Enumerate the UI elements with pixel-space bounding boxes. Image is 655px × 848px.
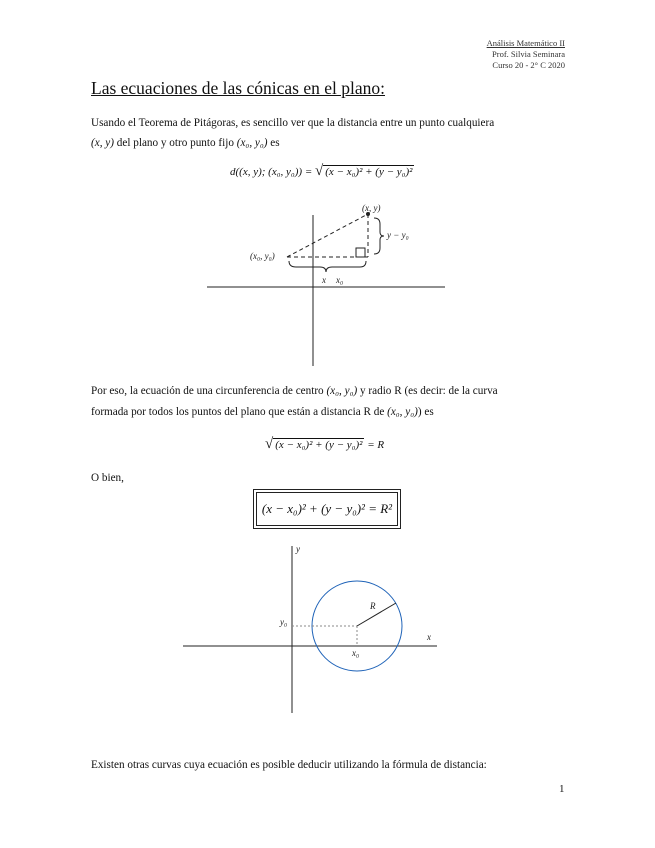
point-x0y0: (x₀, y₀)	[236, 137, 268, 149]
fig1-right-angle	[356, 248, 365, 257]
paragraph-2a-post: y radio R (es decir: de la curva	[357, 385, 498, 397]
distance-figure	[207, 213, 445, 367]
professor-name: Prof. Silvia Seminara	[492, 49, 565, 59]
fig1-x0-label: x₀	[336, 275, 344, 285]
paragraph-2b-pre: formada por todos los puntos del plano que están a distancia R de	[91, 406, 388, 418]
paragraph-2b-post: ) es	[417, 406, 434, 418]
course-name: Análisis Matemático II	[486, 38, 565, 48]
circle-formula-rhs: = R	[367, 439, 385, 451]
page-title: Las ecuaciones de las cónicas en el plano:	[91, 78, 385, 98]
fig1-x-label: x	[322, 275, 326, 285]
fig2-radius-label: R	[370, 601, 376, 611]
circle-formula-radical: √ (x − x₀)² + (y − y₀)² = R	[265, 436, 385, 452]
term: Curso 20 - 2° C 2020	[492, 60, 565, 70]
distance-formula-lhs: d((x, y); (x₀, y₀)) =	[230, 166, 313, 178]
paragraph-1b-post: es	[267, 137, 280, 149]
center-point-2: (x₀, y₀)	[387, 406, 418, 418]
point-xy: (x, y)	[91, 137, 114, 149]
circle-figure	[183, 546, 437, 713]
o-bien: O bien,	[91, 472, 124, 484]
fig2-y0-label: y₀	[280, 617, 288, 627]
fig1-vertical-brace	[374, 218, 384, 254]
distance-formula: d((x, y); (x₀, y₀)) = √ (x − x₀)² + (y − y₀)²	[230, 163, 413, 179]
fig2-radius	[357, 603, 396, 626]
fig2-x0-label: x₀	[352, 648, 360, 658]
distance-formula-radicand: (x − x₀)² + (y − y₀)²	[325, 166, 413, 178]
circle-formula-radicand: (x − x₀)² + (y − y₀)²	[275, 439, 363, 451]
fig1-horizontal-brace	[289, 261, 366, 272]
paragraph-1a: Usando el Teorema de Pitágoras, es sencillo ver que la distancia entre un punto cualquiera	[91, 117, 495, 129]
paragraph-2a-pre: Por eso, la ecuación de una circunferencia de centro	[91, 385, 327, 397]
paragraph-2a	[91, 381, 567, 401]
fig1-point-label: (x, y)	[362, 203, 381, 213]
fig1-vertical-label: y − y₀	[387, 230, 409, 240]
page-number: 1	[559, 783, 565, 795]
center-point: (x₀, y₀)	[326, 385, 358, 397]
paragraph-1b-mid: del plano y otro punto fijo	[113, 137, 237, 149]
fig1-point0-label: (x₀, y₀)	[250, 251, 275, 261]
circle-equation: (x − x₀)² + (y − y₀)² = R²	[261, 501, 393, 516]
paragraph-3: Existen otras curvas cuya ecuación es posible deducir utilizando la fórmula de distancia:	[91, 759, 487, 771]
fig2-y-axis-label: y	[296, 544, 300, 554]
fig2-x-axis-label: x	[427, 632, 431, 642]
circle-equation-box	[253, 489, 401, 529]
paragraph-2b	[91, 402, 567, 422]
